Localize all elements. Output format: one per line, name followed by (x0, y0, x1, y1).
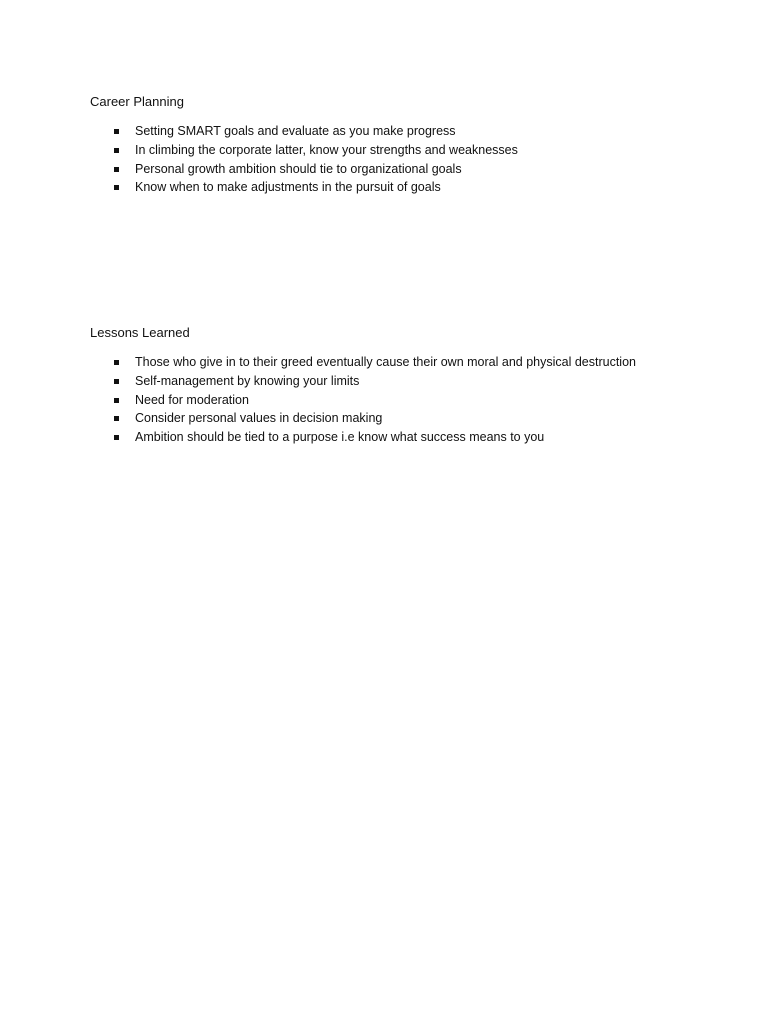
list-item-text: In climbing the corporate latter, know your strengths and weaknesses (135, 142, 518, 157)
square-bullet-icon (114, 148, 119, 153)
list-item-text: Setting SMART goals and evaluate as you make progress (135, 124, 456, 138)
list-item-text: Personal growth ambition should tie to organizational goals (135, 161, 462, 176)
list-item-text: Know when to make adjustments in the pursuit of goals (135, 180, 441, 195)
square-bullet-icon (114, 398, 119, 403)
section-heading: Lessons Learned (90, 325, 190, 340)
bullet-list (90, 353, 730, 447)
list-item-text: Consider personal values in decision making (135, 411, 383, 426)
square-bullet-icon (114, 129, 119, 134)
section-heading: Career Planning (90, 94, 184, 109)
list-item (90, 178, 730, 197)
list-item-text: Ambition should be tied to a purpose i.e know what success means to you (135, 430, 545, 445)
list-item (90, 409, 730, 428)
bullet-list (90, 122, 730, 197)
square-bullet-icon (114, 185, 119, 190)
list-item (90, 391, 730, 410)
section-career-planning (90, 93, 730, 197)
list-item (90, 372, 730, 391)
square-bullet-icon (114, 167, 119, 172)
list-item-text: Self-management by knowing your limits (135, 373, 360, 388)
list-item (90, 428, 730, 447)
square-bullet-icon (114, 435, 119, 440)
square-bullet-icon (114, 416, 119, 421)
list-item (90, 353, 730, 372)
list-item (90, 141, 730, 160)
list-item (90, 122, 730, 141)
list-item-text: Those who give in to their greed eventually cause their own moral and physical destruction (135, 355, 636, 369)
square-bullet-icon (114, 360, 119, 365)
list-item (90, 160, 730, 179)
square-bullet-icon (114, 379, 119, 384)
list-item-text: Need for moderation (135, 392, 249, 407)
section-lessons-learned (90, 324, 730, 447)
